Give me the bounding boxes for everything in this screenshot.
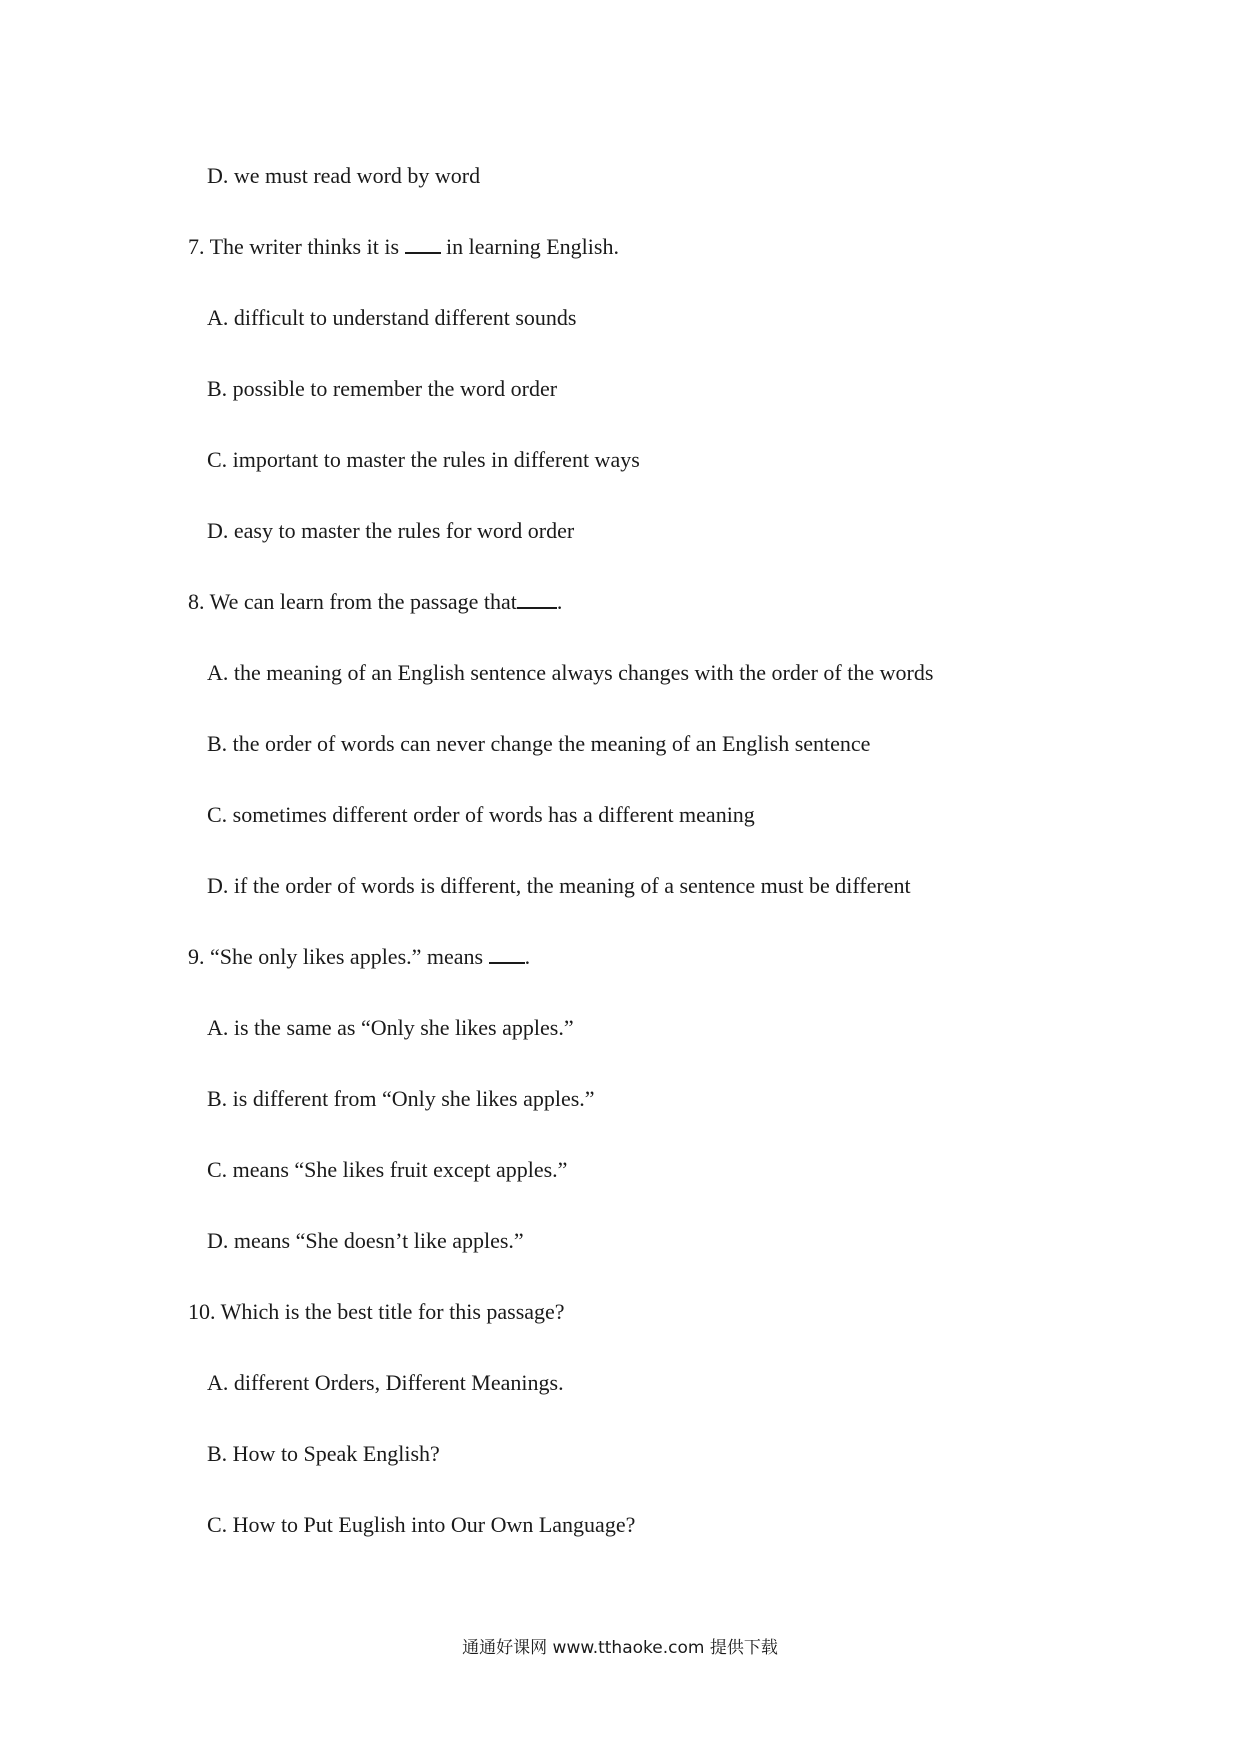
q9-option-c (207, 1156, 567, 1184)
q7-option-b (207, 375, 557, 403)
question-8 (188, 588, 562, 616)
option-text: D. means “She doesn’t like apples.” (207, 1228, 524, 1253)
answer-blank (517, 589, 557, 609)
q8-option-b (207, 730, 870, 758)
q8-option-a (207, 659, 933, 687)
q9-option-b (207, 1085, 595, 1113)
question-text-end: in learning English. (440, 234, 619, 259)
option-text: A. different Orders, Different Meanings. (207, 1370, 564, 1395)
option-text: A. is the same as “Only she likes apples.” (207, 1015, 574, 1040)
option-text: D. if the order of words is different, the meaning of a sentence must be different (207, 873, 911, 898)
option-text: B. is different from “Only she likes apples.” (207, 1086, 595, 1111)
q10-option-b (207, 1440, 440, 1468)
q7-option-c (207, 446, 640, 474)
q8-option-d (207, 872, 911, 900)
option-text: C. means “She likes fruit except apples.” (207, 1157, 568, 1182)
question-text: 10. Which is the best title for this passage? (188, 1299, 565, 1324)
question-text: 7. The writer thinks it is (188, 234, 405, 259)
q6-option-d (207, 162, 480, 190)
option-text: C. How to Put Euglish into Our Own Language? (207, 1512, 636, 1537)
q10-option-a (207, 1369, 564, 1397)
question-9 (188, 943, 530, 971)
question-text: 9. “She only likes apples.” means (188, 944, 489, 969)
option-text: D. we must read word by word (207, 163, 481, 188)
q7-option-a (207, 304, 576, 332)
answer-blank (405, 234, 441, 254)
option-text: D. easy to master the rules for word order (207, 518, 575, 543)
answer-blank (489, 944, 525, 964)
q7-option-d (207, 517, 574, 545)
q9-option-d (207, 1227, 524, 1255)
page-footer: 通通好课网 www.tthaoke.com 提供下载 (462, 1638, 778, 1658)
question-text: 8. We can learn from the passage that (188, 589, 517, 614)
question-10 (188, 1298, 565, 1326)
option-text: B. the order of words can never change the meaning of an English sentence (207, 731, 871, 756)
option-text: A. the meaning of an English sentence always changes with the order of the words (207, 660, 934, 685)
q8-option-c (207, 801, 755, 829)
option-text: C. important to master the rules in different ways (207, 447, 640, 472)
option-text: C. sometimes different order of words has a different meaning (207, 802, 755, 827)
option-text: B. possible to remember the word order (207, 376, 558, 401)
question-7 (188, 233, 619, 261)
option-text: B. How to Speak English? (207, 1441, 440, 1466)
q10-option-c (207, 1511, 635, 1539)
question-text-end: . (524, 944, 531, 969)
question-text-end: . (556, 589, 563, 614)
option-text: A. difficult to understand different sounds (207, 305, 577, 330)
q9-option-a (207, 1014, 574, 1042)
